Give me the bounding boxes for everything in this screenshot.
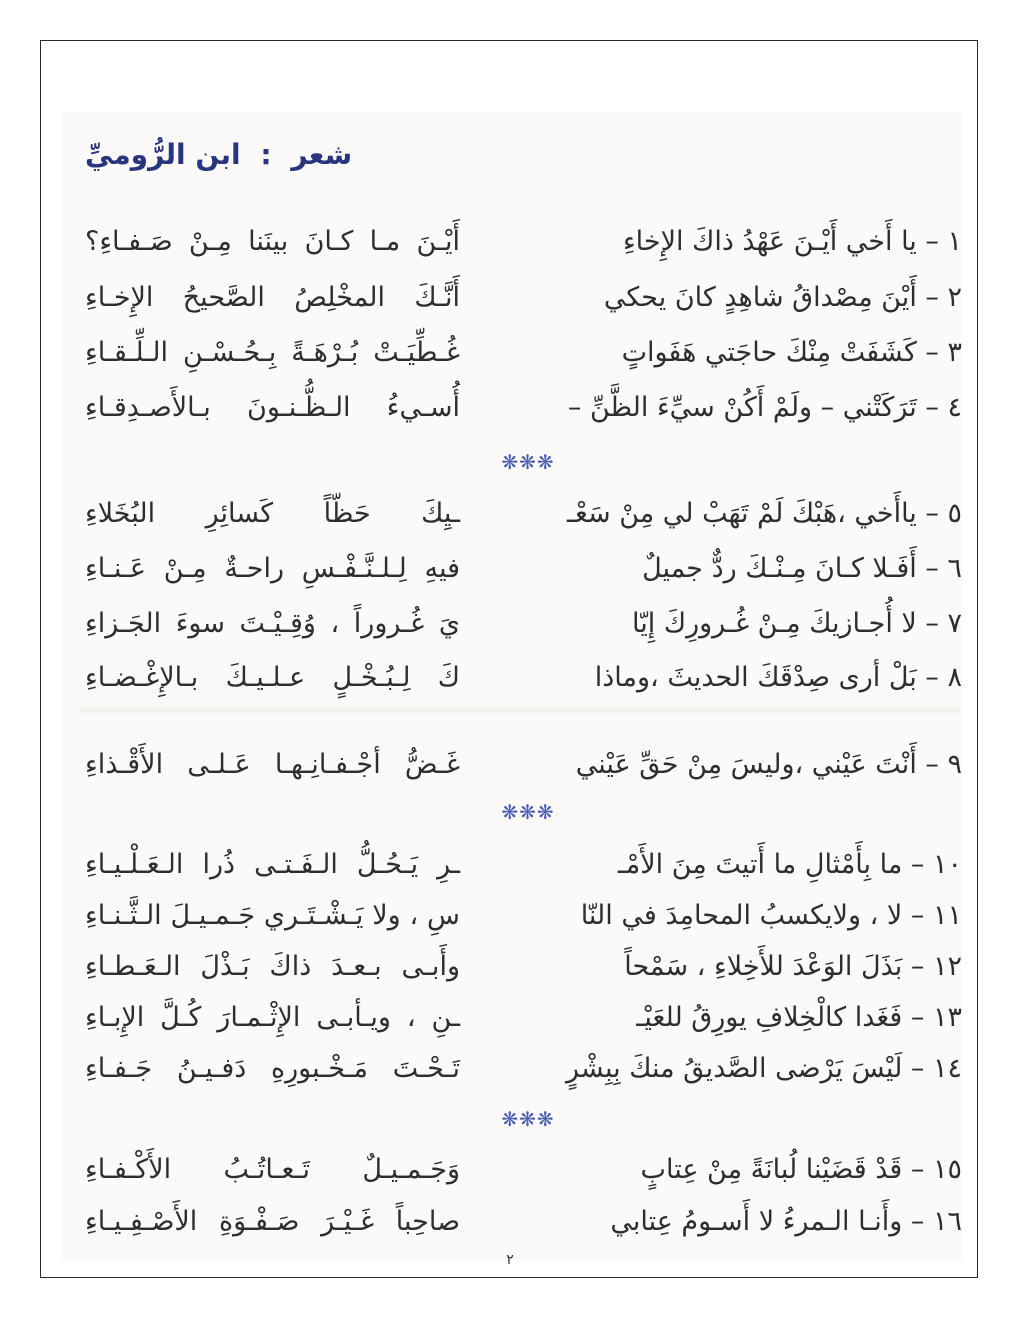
header-label: شعر (291, 138, 353, 171)
verse-11-first-hemistich: ١١ – لا ، ولايكسبُ المحامِدَ في النّا (580, 900, 962, 931)
verse-16-second-hemistich: صاحِباً غَـيْـرَ صَـفْـوَةِ الأَصْـفِـيـاءِ (85, 1206, 460, 1237)
verse-10-second-hemistich: ـرِ يَـحُـلُّ الـفَـتـى ذُرا الـعَـلْـيـاءِ (85, 849, 460, 880)
header-separator: : (260, 138, 272, 171)
verse-13-first-hemistich: ١٣ – فَغَدا كالْخِلافِ يورِقُ للعَيْـ (636, 1002, 962, 1033)
verse-14-first-hemistich: ١٤ – لَيْسَ يَرْضى الصَّديقُ منكَ بِبِشْرٍ (565, 1053, 962, 1084)
verse-9-second-hemistich: غَـضُّ أجْـفـانِـهـا عَـلـى الأَقْـذاءِ (85, 749, 460, 780)
stanza-divider-2: ❋❋❋ (501, 800, 555, 824)
verse-11-second-hemistich: سِ ، ولا يَـشْـتَـري جَـمـيـلَ الـثَّـنـاءِ (85, 900, 460, 931)
verse-15-second-hemistich: وَجَـمـيـلٌ تَـعـاتُـبُ الأَكْـفـاءِ (85, 1154, 460, 1185)
page-number: ٢ (506, 1252, 514, 1268)
verse-9-first-hemistich: ٩ – أَنْتَ عَيْني ،وليسَ مِنْ حَقِّ عَيْني (575, 749, 962, 780)
verse-1-first-hemistich: ١ – يا أَخي أَيْـنَ عَهْدُ ذاكَ الإِخاءِ (622, 226, 962, 257)
verse-12-first-hemistich: ١٢ – بَذَلَ الوَعْدَ للأَخِلاءِ ، سَمْحاً (624, 951, 962, 982)
verse-16-first-hemistich: ١٦ – وأَنـا الـمرءُ لا أَسـومُ عِتابي (610, 1206, 962, 1237)
verse-14-second-hemistich: تَـحْـتَ مَـخْـبورِهِ دَفـيـنُ جَـفـاءِ (85, 1053, 460, 1084)
stanza-divider-3: ❋❋❋ (501, 1107, 555, 1131)
verse-2-first-hemistich: ٢ – أَيْنَ مِصْداقُ شاهِدٍ كانَ يحكي (603, 282, 962, 313)
verse-6-second-hemistich: فيهِ لِـلـنَّـفْـسِ راحـةٌ مِـنْ عَـنـاءِ (85, 553, 460, 584)
verse-8-second-hemistich: كَ لِـبُـخْـلٍ عـلـيـكَ بـالإِغْـضـاءِ (85, 662, 460, 693)
verse-13-second-hemistich: ـنِ ، ويـأبـى الإِثْـمـارَ كُـلَّ الإِبـاءِ (85, 1002, 460, 1033)
verse-7-first-hemistich: ٧ – لا أُجـازيكَ مِـنْ غُـرورِكَ إِيّا (632, 608, 962, 639)
scan-fold (80, 705, 960, 715)
verse-3-first-hemistich: ٣ – كَشَفَتْ مِنْكَ حاجَتي هَفَواتٍ (621, 337, 962, 368)
verse-8-first-hemistich: ٨ – بَلْ أرى صِدْقَكَ الحديثَ ،وماذا (594, 662, 962, 693)
verse-4-second-hemistich: أُسـيءُ الـظُّـنـونَ بـالأَصـدِقـاءِ (85, 392, 460, 423)
poet-name: ابن الرُّوميِّ (85, 138, 241, 171)
verse-12-second-hemistich: وأَبـى بـعـدَ ذاكَ بَـذْلَ الـعَـطـاءِ (85, 951, 460, 982)
stanza-divider-1: ❋❋❋ (501, 450, 555, 474)
verse-6-first-hemistich: ٦ – أَفَـلا كـانَ مِـنْـكَ ردٌّ جميلٌ (642, 553, 962, 584)
poet-attribution (85, 138, 352, 171)
verse-2-second-hemistich: أَنَّـكَ المخْلِصُ الصَّحيحُ الإِخـاءِ (85, 282, 460, 313)
verse-10-first-hemistich: ١٠ – ما بِأَمْثالِ ما أَتيتَ مِنَ الأَمْـ (617, 849, 962, 880)
verse-7-second-hemistich: يَ غُـروراً ، وُقِـيْـتَ سوءَ الجَـزاءِ (85, 608, 460, 639)
verse-15-first-hemistich: ١٥ – قَدْ قَضَيْنا لُبانَةً مِنْ عِتابٍ (640, 1154, 962, 1185)
verse-5-first-hemistich: ٥ – ياأَخي ،هَبْكَ لَمْ تَهَبْ لي مِنْ سَعْـ (567, 498, 962, 529)
verse-5-second-hemistich: ـيِكَ حَظّاً كَسائِرِ البُخَلاءِ (85, 498, 460, 529)
verse-1-second-hemistich: أَيْـنَ مـا كـانَ بينَنا مِـنْ صَـفـاءِ؟ (85, 226, 460, 257)
verse-4-first-hemistich: ٤ – تَرَكَتْني – ولَمْ أَكُنْ سيِّءَ الظَّنِّ – (567, 392, 962, 423)
verse-3-second-hemistich: غُـطِّيَـتْ بُـرْهَـةً بِـحُـسْـنِ الـلِّـقـاءِ (85, 337, 460, 368)
